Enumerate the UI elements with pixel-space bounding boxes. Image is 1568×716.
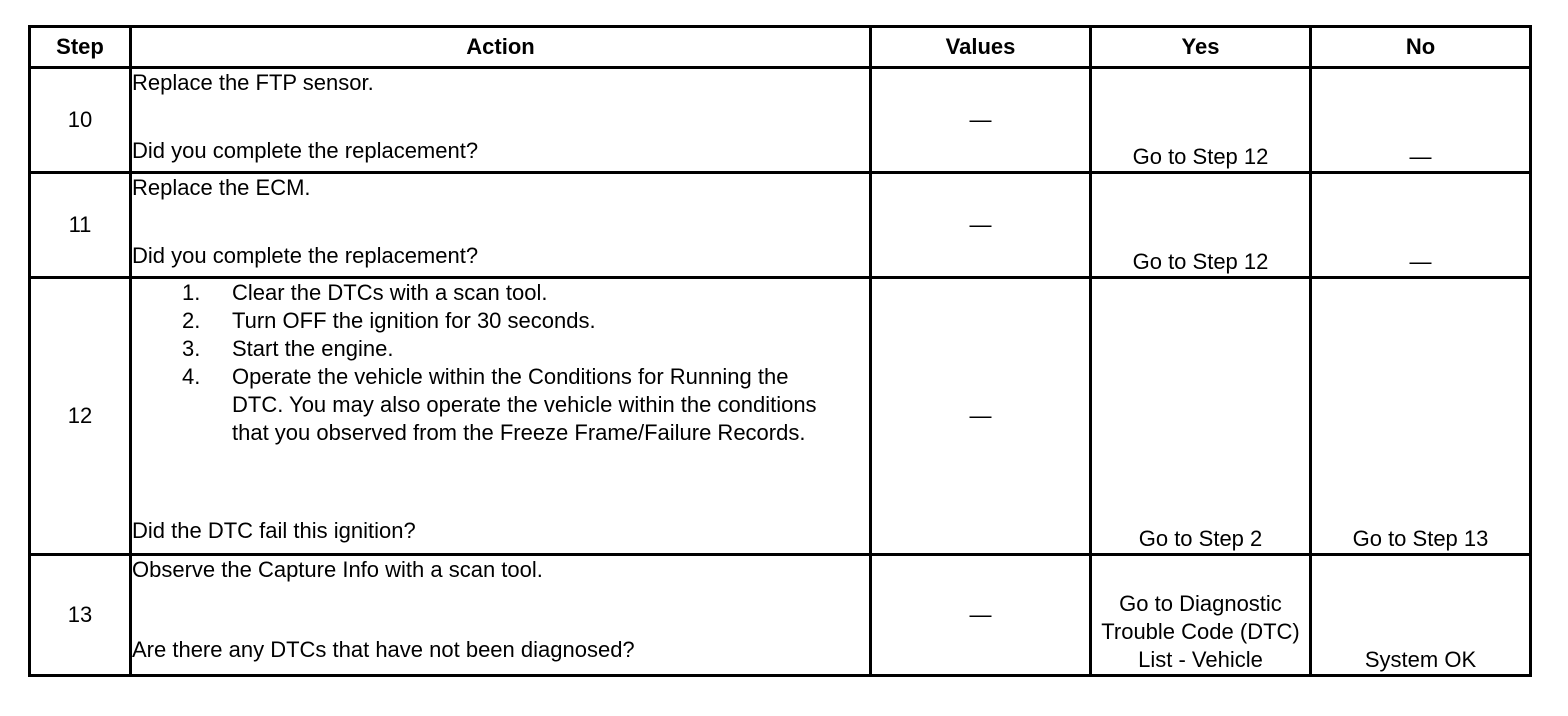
- values-cell: —: [871, 278, 1091, 555]
- header-step: Step: [30, 27, 131, 68]
- substep-item: [182, 307, 869, 335]
- action-text: Replace the ECM.: [132, 175, 311, 200]
- substep-number: 2.: [182, 308, 201, 333]
- action-question: Did you complete the replacement?: [132, 243, 479, 268]
- action-cell: [131, 278, 871, 555]
- values-cell: —: [871, 173, 1091, 278]
- table-row: [30, 68, 1531, 173]
- header-values: Values: [871, 27, 1091, 68]
- values-cell: —: [871, 555, 1091, 676]
- table-row: [30, 555, 1531, 676]
- table-row: [30, 173, 1531, 278]
- substep-text: Operate the vehicle within the Conditions for Running the DTC. You may also operate the vehicle within the conditions that you observed from the Freeze Frame/Failure Records.: [232, 364, 817, 445]
- header-action: Action: [131, 27, 871, 68]
- no-cell: System OK: [1311, 555, 1531, 676]
- action-cell: [131, 555, 871, 676]
- header-yes: Yes: [1091, 27, 1311, 68]
- yes-cell: Go to Step 12: [1091, 173, 1311, 278]
- step-number: 13: [30, 555, 131, 676]
- diagnostic-table-container: [28, 25, 1532, 677]
- values-cell: —: [871, 68, 1091, 173]
- substep-item: [182, 335, 869, 363]
- substep-number: 4.: [182, 364, 201, 389]
- action-text: Replace the FTP sensor.: [132, 70, 374, 95]
- action-text: Observe the Capture Info with a scan tool.: [132, 557, 543, 582]
- substep-text: Turn OFF the ignition for 30 seconds.: [232, 308, 596, 333]
- substep-text: Clear the DTCs with a scan tool.: [232, 280, 548, 305]
- header-row: [30, 27, 1531, 68]
- action-question: Did you complete the replacement?: [132, 138, 479, 163]
- table-row: [30, 278, 1531, 555]
- substep-number: 1.: [182, 280, 201, 305]
- action-cell: [131, 68, 871, 173]
- yes-cell: Go to Diagnostic Trouble Code (DTC) List - Vehicle: [1091, 555, 1311, 676]
- no-cell: —: [1311, 173, 1531, 278]
- no-cell: —: [1311, 68, 1531, 173]
- step-number: 11: [30, 173, 131, 278]
- header-no: No: [1311, 27, 1531, 68]
- substep-number: 3.: [182, 336, 201, 361]
- no-cell: Go to Step 13: [1311, 278, 1531, 555]
- substep-item: [182, 279, 869, 307]
- diagnostic-table: [28, 25, 1532, 677]
- substep-text: Start the engine.: [232, 336, 394, 361]
- substep-list: [132, 279, 869, 447]
- action-question: Are there any DTCs that have not been diagnosed?: [132, 637, 635, 662]
- step-number: 12: [30, 278, 131, 555]
- yes-cell: Go to Step 2: [1091, 278, 1311, 555]
- action-cell: [131, 173, 871, 278]
- step-number: 10: [30, 68, 131, 173]
- action-question: Did the DTC fail this ignition?: [132, 518, 416, 543]
- substep-item: [182, 363, 869, 447]
- yes-cell: Go to Step 12: [1091, 68, 1311, 173]
